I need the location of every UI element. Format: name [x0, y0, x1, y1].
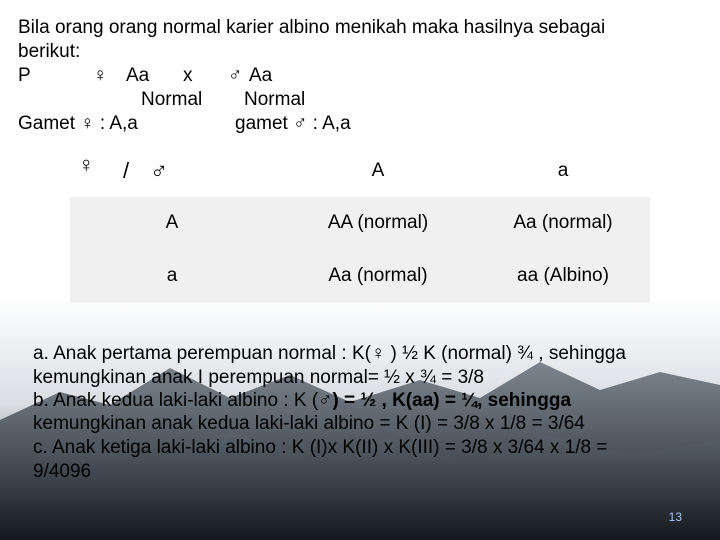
intro-line-1: Bila orang orang normal karier albino menikah maka hasilnya sebagai [18, 17, 606, 38]
female-symbol: ♀ [93, 65, 108, 86]
female-phenotype: Normal [141, 89, 203, 110]
note-b-start: b. Anak kedua laki-laki albino : K ( [33, 390, 319, 411]
intro-line-2: berikut: [18, 41, 81, 62]
row-header-A: A [165, 212, 179, 233]
table-cell: AA (normal) [327, 212, 429, 233]
male-symbol: ♂ [318, 390, 333, 411]
col-header-a: a [557, 160, 569, 181]
slide-number: 13 [668, 510, 682, 524]
cross-symbol: x [183, 65, 193, 86]
note-a-line-2: kemungkinan anak I perempuan normal= ½ x ¾ = 3/8 [33, 367, 484, 388]
corner-male-symbol: ♂ [150, 158, 168, 185]
col-header-A: A [371, 160, 385, 181]
note-a-line-1: a. Anak pertama perempuan normal : K(♀ ) ½ K (normal) ¾ , sehingga [33, 343, 626, 364]
corner-slash: / [123, 158, 130, 183]
note-c-line-1: c. Anak ketiga laki-laki albino : K (I)x K(II) x K(III) = 3/8 x 3/64 x 1/8 = [33, 437, 608, 458]
male-phenotype: Normal [244, 89, 306, 110]
note-c-line-2: 9/4096 [33, 461, 92, 482]
gamet-female: Gamet ♀ : A,a [18, 113, 138, 134]
male-symbol: ♂ [228, 65, 243, 86]
corner-female-symbol: ♀ [78, 152, 95, 177]
table-cell: Aa (normal) [513, 212, 613, 233]
note-b-line-2: kemungkinan anak kedua laki-laki albino = K (I) = 3/8 x 1/8 = 3/64 [33, 413, 585, 434]
table-cell: aa (Albino) [517, 265, 609, 286]
male-genotype: Aa [249, 65, 273, 86]
gamet-male: gamet ♂ : A,a [235, 113, 351, 134]
row-header-a: a [166, 265, 178, 286]
note-b-end: ) = ½ , K(aa) = ¼, sehingga [332, 390, 572, 411]
table-cell: Aa (normal) [328, 265, 428, 286]
parent-label: P [18, 65, 31, 86]
note-b-line-1 [33, 389, 571, 412]
female-genotype: Aa [126, 65, 150, 86]
